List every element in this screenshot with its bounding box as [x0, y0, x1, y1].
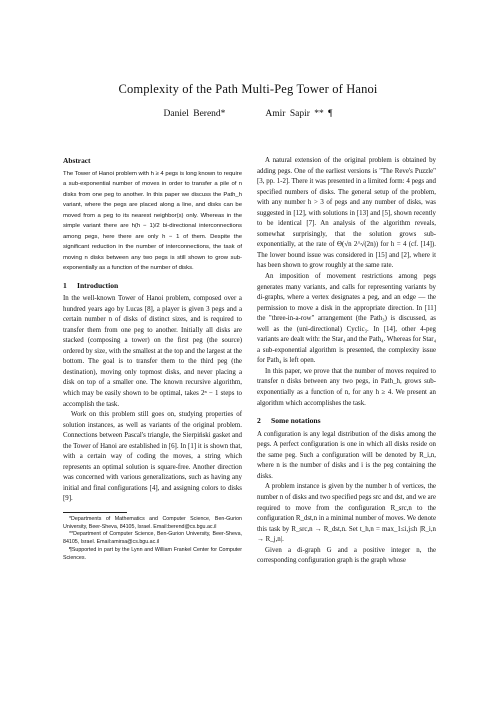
abstract-text: The Tower of Hanoi problem with h ≥ 4 pegs is long known to require a sub-exponential number of moves in order to transfer a pile of n disks from one peg to another. In this paper we discuss the Path_h variant, where the pegs are placed along a line, and disks can be moved from a peg to its nearest neighbor(s) only. Whereas in the simple variant there are h(h − 1)/2 bi-directional interconnections among pegs, here there are only h − 1 of them. Despite the significant reduction in the number of interconnections, the task of moving n disks between any two pegs is still shown to grow sub-exponentially as a function of the number of disks. [63, 170, 242, 272]
paragraph: An imposition of movement restrictions among pegs generates many variants, and calls for representing variants by di-graphs, where a vertex designates a peg, and an edge — the permission to move a disk in the appropriate direction. In [11] the "three-in-a-row" arrangement (the Path₃) is discussed, as well as the (uni-directional) Cyclic₃. In [14], other 4-peg variants are dealt with: the Star₄ and the Path₄. Whereas for Star₄ a sub-exponential algorithm is presented, the complexity issue for Path₄ is left open. [257, 273, 436, 365]
left-column [63, 156, 242, 562]
section-number: 2 [257, 416, 261, 426]
paragraph: Given a di-graph G and a positive integer n, the corresponding configuration graph is the graph whose [257, 546, 436, 565]
paragraph: In the well-known Tower of Hanoi problem, composed over a hundred years ago by Lucas [8], a player is given 3 pegs and a certain number n of disks of distinct sizes, and is required to transfer them from one peg to another. Initially all disks are stacked (composing a tower) on the first peg (the source) ordered by size, with the smallest at the top and the largest at the bottom. The goal is to transfer them to the third peg (the destination), moving only topmost disks, and never placing a disk on top of a smaller one. The known recursive algorithm, which may be easily shown to be optimal, takes 2ⁿ − 1 steps to accomplish the task. [63, 295, 242, 408]
author-sapir: Amir Sapir ** ¶ [265, 109, 333, 119]
footnote: ¶Supported in part by the Lynn and William Frankel Center for Computer Sciences. [63, 546, 242, 561]
author-line [0, 109, 496, 119]
section-title: Introduction [77, 280, 119, 290]
footnote: *Departments of Mathematics and Computer Science, Ben-Gurion University, Beer-Sheva, 84105, Israel. Email:berend@cs.bgu.ac.il [63, 516, 242, 530]
author-berend: Daniel Berend* [163, 109, 226, 119]
right-column [257, 156, 436, 567]
footnotes [63, 516, 242, 562]
section-heading-introduction [63, 281, 242, 292]
section-title: Some notations [271, 416, 321, 426]
section-heading-notations [257, 416, 436, 427]
paper-title: Complexity of the Path Multi-Peg Tower of Hanoi [118, 82, 378, 96]
footnote: **Department of Computer Science, Ben-Gurion University, Beer-Sheva, 84105, Israel. Email:amirsa@cs.bgu.ac.il [63, 531, 242, 546]
paragraph: Work on this problem still goes on, studying properties of solution instances, as well as variants of the original problem. Connections between Pascal's triangle, the Sierpiński gasket and the Tower of Hanoi are established in [6]. In [1] it is shown that, with a certain way of coding the moves, a string which represents an optimal solution is square-free. Another direction was concerned with various generalizations, such as having any initial and final configurations [4], and assigning colors to disks [9]. [63, 411, 242, 503]
abstract-heading: Abstract [63, 156, 91, 165]
section-number: 1 [63, 280, 67, 290]
paragraph: A problem instance is given by the number h of vertices, the number n of disks and two specified pegs src and dst, and we are required to move from the configuration R_src,n to the configuration R_dst,n in a minimal number of moves. We denote this task by R_src,n → R_dst,n. Set t_h,n = max_1≤i,j≤h |R_i,n → R_j,n|. [257, 483, 437, 544]
paragraph: A natural extension of the original problem is obtained by adding pegs. One of the earliest versions is "The Reve's Puzzle" [3, pp. 1-2]. There it was presented in a limited form: 4 pegs and specified numbers of disks. The general setup of the problem, with any number h > 3 of pegs and any number of disks, was suggested in [12], with solutions in [13] and [5], shown recently to be identical [7]. An analysis of the algorithm reveals, somewhat surprisingly, that the solution grows sub-exponentially, at the rate of Θ(√n 2^√(2n)) for h = 4 (cf. [14]). The lower bound issue was considered in [15] and [2], where it has been shown to grow roughly at the same rate. [257, 157, 436, 270]
paragraph: In this paper, we prove that the number of moves required to transfer n disks between any two pegs, in Path_h, grows sub-exponentially as a function of n, for any h ≥ 4. We present an algorithm which accomplishes the task. [257, 367, 436, 407]
footnote-rule [63, 512, 127, 513]
paragraph: A configuration is any legal distribution of the disks among the pegs. A perfect configuration is one in which all disks reside on the same peg. Such a configuration will be denoted by R_i,n, where n is the number of disks and i is the peg containing the disks. [257, 430, 436, 480]
